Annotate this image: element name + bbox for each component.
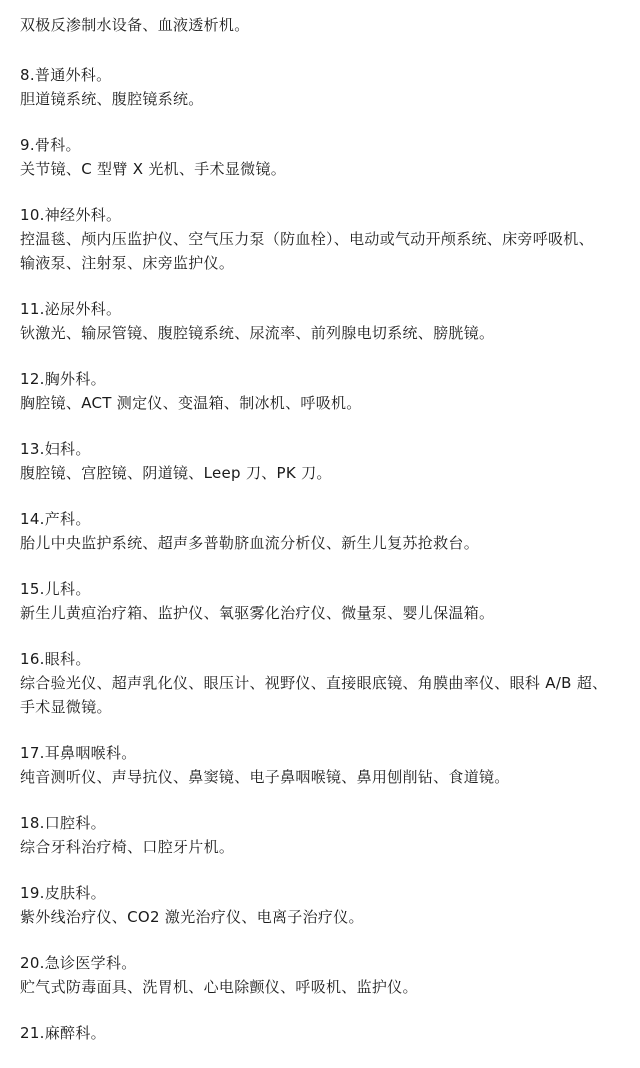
department-title: 13.妇科。 — [20, 440, 91, 458]
department-title: 11.泌尿外科。 — [20, 300, 122, 318]
department-section — [20, 508, 632, 554]
equipment-line: 胆道镜系统、腹腔镜系统。 — [20, 90, 204, 108]
equipment-line: 紫外线治疗仪、CO2 激光治疗仪、电离子治疗仪。 — [20, 908, 364, 926]
department-title: 21.麻醉科。 — [20, 1024, 106, 1042]
department-section — [20, 298, 632, 344]
department-section — [20, 64, 632, 110]
equipment-list — [20, 906, 632, 928]
department-title: 18.口腔科。 — [20, 814, 106, 832]
department-section — [20, 952, 632, 998]
department-title: 15.儿科。 — [20, 580, 91, 598]
equipment-line: 纯音测听仪、声导抗仪、鼻窦镜、电子鼻咽喉镜、鼻用刨削钻、食道镜。 — [20, 768, 510, 786]
equipment-list — [20, 836, 632, 858]
equipment-line: 手术显微镜。 — [20, 698, 112, 716]
department-section — [20, 812, 632, 858]
department-section — [20, 882, 632, 928]
equipment-line: 新生儿黄疸治疗箱、监护仪、氧驱雾化治疗仪、微量泵、婴儿保温箱。 — [20, 604, 495, 622]
equipment-list — [20, 976, 632, 998]
sections-list — [20, 64, 632, 1044]
equipment-line: 综合牙科治疗椅、口腔牙片机。 — [20, 838, 235, 856]
department-title: 16.眼科。 — [20, 650, 91, 668]
equipment-list — [20, 672, 632, 718]
equipment-line: 胎儿中央监护系统、超声多普勒脐血流分析仪、新生儿复苏抢救台。 — [20, 534, 480, 552]
department-section — [20, 648, 632, 718]
department-section — [20, 578, 632, 624]
equipment-line: 腹腔镜、宫腔镜、阴道镜、Leep 刀、PK 刀。 — [20, 464, 332, 482]
equipment-list — [20, 462, 632, 484]
department-title: 10.神经外科。 — [20, 206, 122, 224]
equipment-list — [20, 766, 632, 788]
equipment-line: 钬激光、输尿管镜、腹腔镜系统、尿流率、前列腺电切系统、膀胱镜。 — [20, 324, 495, 342]
equipment-list — [20, 322, 632, 344]
department-title: 19.皮肤科。 — [20, 884, 106, 902]
equipment-list — [20, 532, 632, 554]
document-page — [20, 14, 632, 1068]
department-section — [20, 204, 632, 274]
intro-line: 双极反渗制水设备、血液透析机。 — [20, 16, 250, 34]
department-title: 12.胸外科。 — [20, 370, 106, 388]
equipment-list — [20, 88, 632, 110]
equipment-line: 综合验光仪、超声乳化仪、眼压计、视野仪、直接眼底镜、角膜曲率仪、眼科 A/B 超、 — [20, 674, 608, 692]
equipment-list — [20, 602, 632, 624]
department-title: 14.产科。 — [20, 510, 91, 528]
equipment-list — [20, 392, 632, 414]
department-title: 8.普通外科。 — [20, 66, 112, 84]
department-title: 9.骨科。 — [20, 136, 81, 154]
department-section — [20, 134, 632, 180]
equipment-list — [20, 228, 632, 274]
department-title: 17.耳鼻咽喉科。 — [20, 744, 137, 762]
department-section — [20, 438, 632, 484]
department-title: 20.急诊医学科。 — [20, 954, 137, 972]
equipment-line: 胸腔镜、ACT 测定仪、变温箱、制冰机、呼吸机。 — [20, 394, 362, 412]
department-section — [20, 1022, 632, 1044]
department-section — [20, 368, 632, 414]
department-section — [20, 742, 632, 788]
equipment-list — [20, 158, 632, 180]
equipment-line: 关节镜、C 型臂 X 光机、手术显微镜。 — [20, 160, 287, 178]
equipment-line: 输液泵、注射泵、床旁监护仪。 — [20, 254, 235, 272]
equipment-line: 控温毯、颅内压监护仪、空气压力泵（防血栓）、电动或气动开颅系统、床旁呼吸机、 — [20, 230, 594, 248]
equipment-line: 贮气式防毒面具、洗胃机、心电除颤仪、呼吸机、监护仪。 — [20, 978, 418, 996]
